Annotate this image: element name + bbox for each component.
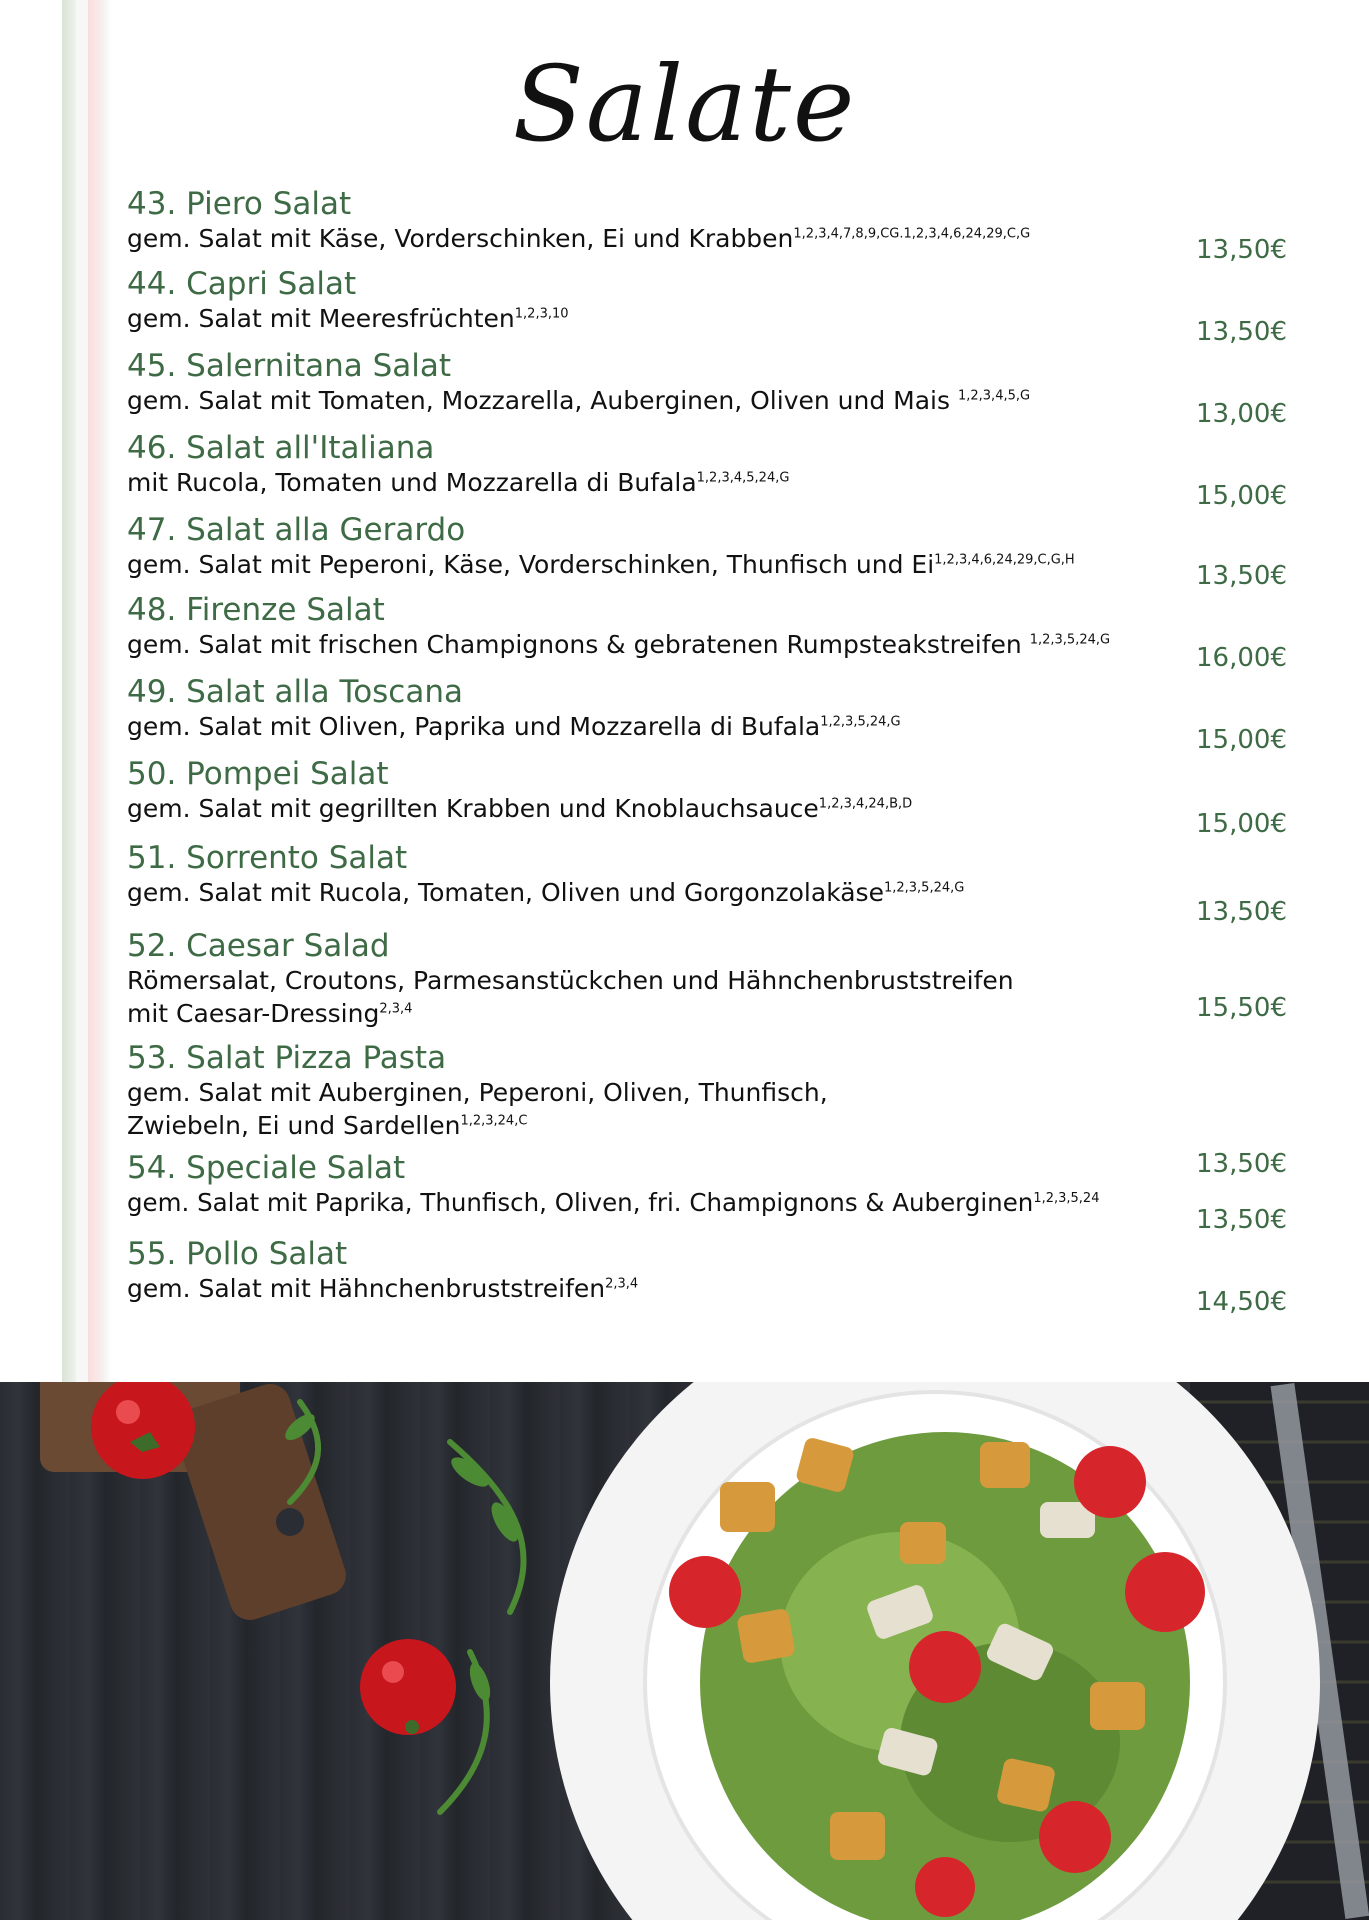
- item-name: 43. Piero Salat: [127, 186, 352, 222]
- item-description: [127, 1076, 1287, 1142]
- item-allergens: 1,2,3,4,24,B,D: [818, 796, 913, 812]
- item-price: 15,00€: [1196, 481, 1287, 511]
- item-description-text: gem. Salat mit Rucola, Tomaten, Oliven und Gorgonzolakäse: [127, 878, 884, 907]
- item-description-text: gem. Salat mit gegrillten Krabben und Knoblauchsauce: [127, 794, 819, 823]
- item-price: 14,50€: [1196, 1287, 1287, 1317]
- menu-item: [127, 840, 1287, 928]
- item-name: 45. Salernitana Salat: [127, 348, 452, 384]
- item-description: [127, 466, 1287, 499]
- item-allergens: 1,2,3,4,5,24,G: [696, 470, 790, 486]
- item-price: 13,50€: [1196, 1205, 1287, 1235]
- item-description: [127, 1186, 1287, 1219]
- item-description: [127, 1272, 1287, 1305]
- salad-illustration: [0, 1382, 1369, 1920]
- menu-item: [127, 592, 1287, 674]
- arugula-icon: [290, 1402, 524, 1812]
- menu-item: [127, 512, 1287, 592]
- item-allergens: 1,2,3,5,24,G: [820, 714, 901, 730]
- item-allergens: 1,2,3,10: [514, 306, 569, 322]
- item-name: 52. Caesar Salad: [127, 928, 390, 964]
- item-allergens: 1,2,3,4,6,24,29,C,G,H: [934, 552, 1075, 568]
- item-description: [127, 222, 1287, 255]
- menu-item: [127, 1150, 1287, 1236]
- italian-stripe-red: [88, 0, 102, 1382]
- salad-bowl-photo: [0, 1382, 1369, 1920]
- item-price: 15,50€: [1196, 993, 1287, 1023]
- menu-item: [127, 674, 1287, 756]
- item-description-text: gem. Salat mit Paprika, Thunfisch, Oliven, fri. Champignons & Auberginen: [127, 1188, 1034, 1217]
- item-description-text: gem. Salat mit Oliven, Paprika und Mozzarella di Bufala: [127, 712, 821, 741]
- item-name: 48. Firenze Salat: [127, 592, 385, 628]
- menu-item: [127, 348, 1287, 430]
- item-price: 13,50€: [1196, 561, 1287, 591]
- menu-item: [127, 928, 1287, 1040]
- item-description-text: mit Rucola, Tomaten und Mozzarella di Bufala: [127, 468, 697, 497]
- item-price: 15,00€: [1196, 809, 1287, 839]
- item-description: [127, 384, 1287, 417]
- item-name: 55. Pollo Salat: [127, 1236, 348, 1272]
- menu-item: [127, 186, 1287, 266]
- item-price: 13,00€: [1196, 399, 1287, 429]
- item-description: [127, 710, 1287, 743]
- menu-list: [127, 186, 1287, 1318]
- item-price: 13,50€: [1196, 897, 1287, 927]
- item-description-text: gem. Salat mit Tomaten, Mozzarella, Auberginen, Oliven und Mais: [127, 386, 958, 415]
- italian-stripe-white: [76, 0, 88, 1382]
- item-name: 44. Capri Salat: [127, 266, 357, 302]
- item-description-text: gem. Salat mit Meeresfrüchten: [127, 304, 515, 333]
- item-allergens: 1,2,3,5,24: [1033, 1190, 1100, 1206]
- item-price: 16,00€: [1196, 643, 1287, 673]
- item-description-text: gem. Salat mit Hähnchenbruststreifen: [127, 1274, 606, 1303]
- item-allergens: 1,2,3,4,5,G: [957, 388, 1031, 404]
- menu-item: [127, 1236, 1287, 1318]
- item-price: 13,50€: [1196, 317, 1287, 347]
- item-description: [127, 964, 1287, 1030]
- item-description: [127, 628, 1287, 661]
- item-allergens: 1,2,3,4,7,8,9,CG.1,2,3,4,6,24,29,C,G: [793, 226, 1031, 242]
- menu-item: [127, 266, 1287, 348]
- menu-item: [127, 430, 1287, 512]
- item-allergens: 2,3,4: [379, 1001, 413, 1017]
- item-allergens: 2,3,4: [605, 1276, 639, 1292]
- item-price: 15,00€: [1196, 725, 1287, 755]
- item-description-text: gem. Salat mit Käse, Vorderschinken, Ei und Krabben: [127, 224, 794, 253]
- menu-item: [127, 756, 1287, 840]
- item-allergens: 1,2,3,24,C: [460, 1113, 528, 1129]
- item-description-text: gem. Salat mit Auberginen, Peperoni, Oliven, Thunfisch, Zwiebeln, Ei und Sardellen: [127, 1078, 828, 1140]
- item-description: [127, 792, 1287, 825]
- item-allergens: 1,2,3,5,24,G: [883, 880, 965, 896]
- item-name: 51. Sorrento Salat: [127, 840, 408, 876]
- item-description: [127, 548, 1287, 581]
- item-description: [127, 302, 1287, 335]
- item-name: 47. Salat alla Gerardo: [127, 512, 466, 548]
- item-price: 13,50€: [1196, 1149, 1287, 1179]
- stripe-shadow: [102, 0, 112, 1382]
- italian-stripe-green: [62, 0, 76, 1382]
- item-name: 50. Pompei Salat: [127, 756, 389, 792]
- item-allergens: 1,2,3,5,24,G: [1029, 632, 1111, 648]
- item-name: 46. Salat all'Italiana: [127, 430, 435, 466]
- item-description-text: Römersalat, Croutons, Parmesanstückchen und Hähnchenbruststreifen mit Caesar-Dressing: [127, 966, 1014, 1028]
- item-description: [127, 876, 1287, 909]
- tomato-icon: [360, 1639, 456, 1735]
- item-name: 53. Salat Pizza Pasta: [127, 1040, 447, 1076]
- item-price: 13,50€: [1196, 235, 1287, 265]
- page-title: Salate: [512, 43, 857, 165]
- item-description-text: gem. Salat mit frischen Champignons & gebratenen Rumpsteakstreifen: [127, 630, 1030, 659]
- item-name: 54. Speciale Salat: [127, 1150, 406, 1186]
- item-description-text: gem. Salat mit Peperoni, Käse, Vorderschinken, Thunfisch und Ei: [127, 550, 935, 579]
- item-name: 49. Salat alla Toscana: [127, 674, 463, 710]
